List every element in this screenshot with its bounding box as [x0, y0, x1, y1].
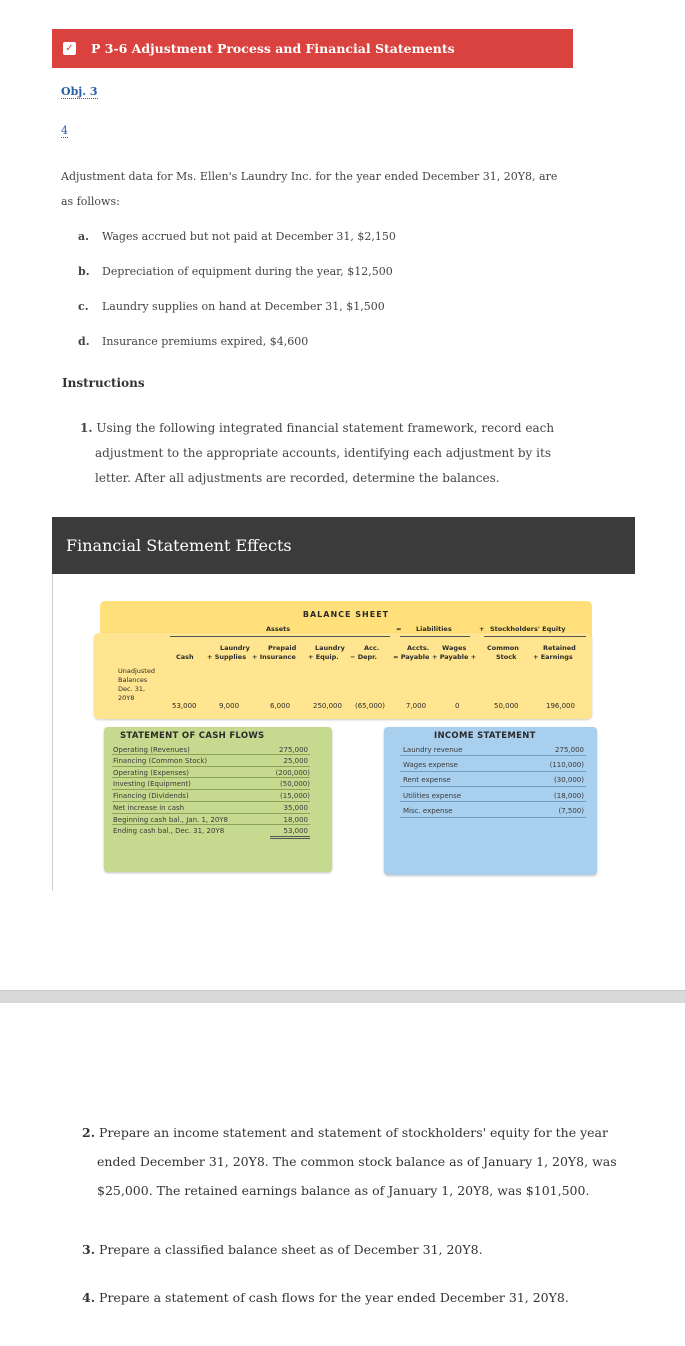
cash-flow-value: 18,000: [283, 816, 308, 824]
instruction-step-1: [80, 416, 590, 491]
col-header-l1: Retained: [543, 644, 576, 652]
cash-flow-value: 35,000: [283, 804, 308, 812]
assets-header: Assets: [266, 625, 291, 633]
cf-row-rule: [112, 801, 310, 802]
cash-flow-label: Beginning cash bal., Jan. 1, 20Y8: [113, 816, 229, 824]
step-text-rest: adjustment to the appropriate accounts, identifying each adjustment by its letter. After all adjustments are recorded, determine the balances.: [95, 446, 551, 485]
checkbox-icon[interactable]: ✓: [63, 42, 76, 55]
col-header-l1: Wages: [442, 644, 467, 652]
cf-row-rule: [112, 754, 310, 755]
step-number: 3.: [82, 1242, 96, 1257]
instruction-step-2: [82, 1118, 647, 1205]
col-header-l1: Prepaid: [268, 644, 297, 652]
income-label: Laundry revenue: [403, 746, 463, 754]
step-text-first: Prepare a classified balance sheet as of December 31, 20Y8.: [99, 1242, 483, 1257]
income-value: (18,000): [554, 792, 584, 800]
income-statement-title: INCOME STATEMENT: [434, 731, 536, 741]
cf-row-rule: [112, 824, 310, 825]
adjustment-text: Insurance premiums expired, $4,600: [102, 335, 309, 348]
adjustment-item: [78, 265, 393, 278]
is-row-rule: [400, 786, 586, 787]
bs-value: 9,000: [219, 702, 240, 710]
problem-header[interactable]: [52, 29, 573, 68]
adjustment-item: [78, 335, 308, 348]
income-value: (30,000): [554, 776, 584, 784]
cash-flow-title: STATEMENT OF CASH FLOWS: [120, 731, 265, 741]
bs-value: 250,000: [313, 702, 342, 710]
is-row-rule: [400, 817, 586, 818]
cash-flow-label: Financing (Dividends): [113, 792, 189, 800]
row-label-line: 20Y8: [118, 694, 135, 702]
equity-header: Stockholders' Equity: [490, 625, 566, 633]
plus-sign: +: [479, 625, 485, 633]
step-number: 2.: [82, 1125, 96, 1140]
assets-rule: [170, 636, 390, 637]
adjustment-text: Depreciation of equipment during the year, $12,500: [102, 265, 393, 278]
bs-value: 196,000: [546, 702, 575, 710]
adjustment-letter: a.: [78, 230, 89, 243]
bs-value: 6,000: [270, 702, 291, 710]
adjustment-item: [78, 230, 396, 243]
col-header-l2: − Depr.: [350, 653, 377, 661]
adjustment-item: [78, 300, 385, 313]
cash-flow-value: (200,000): [275, 769, 310, 777]
bs-value: (65,000): [355, 702, 385, 710]
cash-flow-value: (50,000): [280, 780, 310, 788]
col-header-l2: Cash: [176, 653, 194, 661]
intro-text: Adjustment data for Ms. Ellen's Laundry Inc. for the year ended December 31, 20Y8, are as follows:: [61, 170, 558, 208]
equals-sign: =: [396, 625, 402, 633]
cash-flow-value: 53,000: [283, 827, 308, 835]
col-header-l1: Common: [487, 644, 519, 652]
adjustment-letter: b.: [78, 265, 90, 278]
cash-flow-value: 25,000: [283, 757, 308, 765]
bs-value: 0: [455, 702, 460, 710]
adjustment-text: Laundry supplies on hand at December 31, $1,500: [102, 300, 385, 313]
equity-rule: [484, 636, 586, 637]
cf-total-rule: [270, 838, 310, 839]
objective-link[interactable]: Obj. 3: [61, 85, 98, 98]
row-label-line: Unadjusted: [118, 667, 155, 675]
cf-row-rule: [112, 777, 310, 778]
col-header-l2: + Earnings: [533, 653, 573, 661]
reference-link[interactable]: 4: [61, 124, 68, 137]
step-text-first: Prepare an income statement and statement of stockholders' equity for the year: [99, 1125, 608, 1140]
cash-flow-label: Financing (Common Stock): [113, 757, 208, 765]
cash-flow-value: 275,000: [279, 746, 308, 754]
col-header-l2: + Payable +: [432, 653, 477, 661]
bs-value: 50,000: [494, 702, 519, 710]
col-header-l2: + Supplies: [207, 653, 247, 661]
col-header-l2: = Payable: [393, 653, 430, 661]
income-label: Wages expense: [403, 761, 458, 769]
cf-row-rule: [112, 813, 310, 814]
income-value: 275,000: [555, 746, 584, 754]
col-header-l2: + Equip.: [308, 653, 339, 661]
cash-flow-label: Operating (Expenses): [113, 769, 190, 777]
row-label-line: Dec. 31,: [118, 685, 146, 693]
row-label-line: Balances: [118, 676, 148, 684]
is-row-rule: [400, 771, 586, 772]
bs-value: 53,000: [172, 702, 197, 710]
instruction-step-4: [82, 1283, 647, 1312]
fse-panel-header: Financial Statement Effects: [52, 517, 635, 574]
cash-flow-label: Investing (Equipment): [113, 780, 191, 788]
liabilities-header: Liabilities: [416, 625, 452, 633]
col-header-l1: Laundry: [315, 644, 345, 652]
step-text-first: Prepare a statement of cash flows for the year ended December 31, 20Y8.: [99, 1290, 569, 1305]
adjustment-letter: c.: [78, 300, 89, 313]
col-header-l1: Acc.: [364, 644, 380, 652]
is-row-rule: [400, 755, 586, 756]
instructions-heading: Instructions: [62, 376, 145, 390]
bs-value: 7,000: [406, 702, 427, 710]
col-header-l1: Accts.: [407, 644, 430, 652]
step-number: 4.: [82, 1290, 96, 1305]
col-header-l2: Stock: [496, 653, 517, 661]
step-text-first: Using the following integrated financial statement framework, record each: [96, 421, 555, 435]
step-text-rest: ended December 31, 20Y8. The common stock balance as of January 1, 20Y8, was $25,000. The retained earnings balance as of January 1, 20Y8, was $101,500.: [97, 1154, 617, 1198]
col-header-l1: Laundry: [220, 644, 250, 652]
page-divider: [0, 990, 685, 1003]
income-value: (110,000): [549, 761, 584, 769]
income-label: Rent expense: [403, 776, 451, 784]
cf-row-rule: [112, 766, 310, 767]
cash-flow-value: (15,000): [280, 792, 310, 800]
cf-total-rule: [270, 836, 310, 837]
cash-flow-label: Ending cash bal., Dec. 31, 20Y8: [113, 827, 225, 835]
income-label: Utilities expense: [403, 792, 462, 800]
col-header-l2: + Insurance: [252, 653, 296, 661]
is-row-rule: [400, 801, 586, 802]
step-number: 1.: [80, 421, 93, 435]
cf-row-rule: [112, 789, 310, 790]
instruction-step-3: [82, 1235, 647, 1264]
liabilities-rule: [400, 636, 470, 637]
income-value: (7,500): [558, 807, 584, 815]
problem-title: P 3-6 Adjustment Process and Financial Statements: [91, 41, 455, 56]
adjustment-text: Wages accrued but not paid at December 31, $2,150: [102, 230, 396, 243]
adjustment-letter: d.: [78, 335, 90, 348]
income-label: Misc. expense: [403, 807, 453, 815]
cash-flow-label: Operating (Revenues): [113, 746, 190, 754]
cash-flow-label: Net increase in cash: [113, 804, 185, 812]
balance-sheet-title: BALANCE SHEET: [302, 610, 390, 619]
